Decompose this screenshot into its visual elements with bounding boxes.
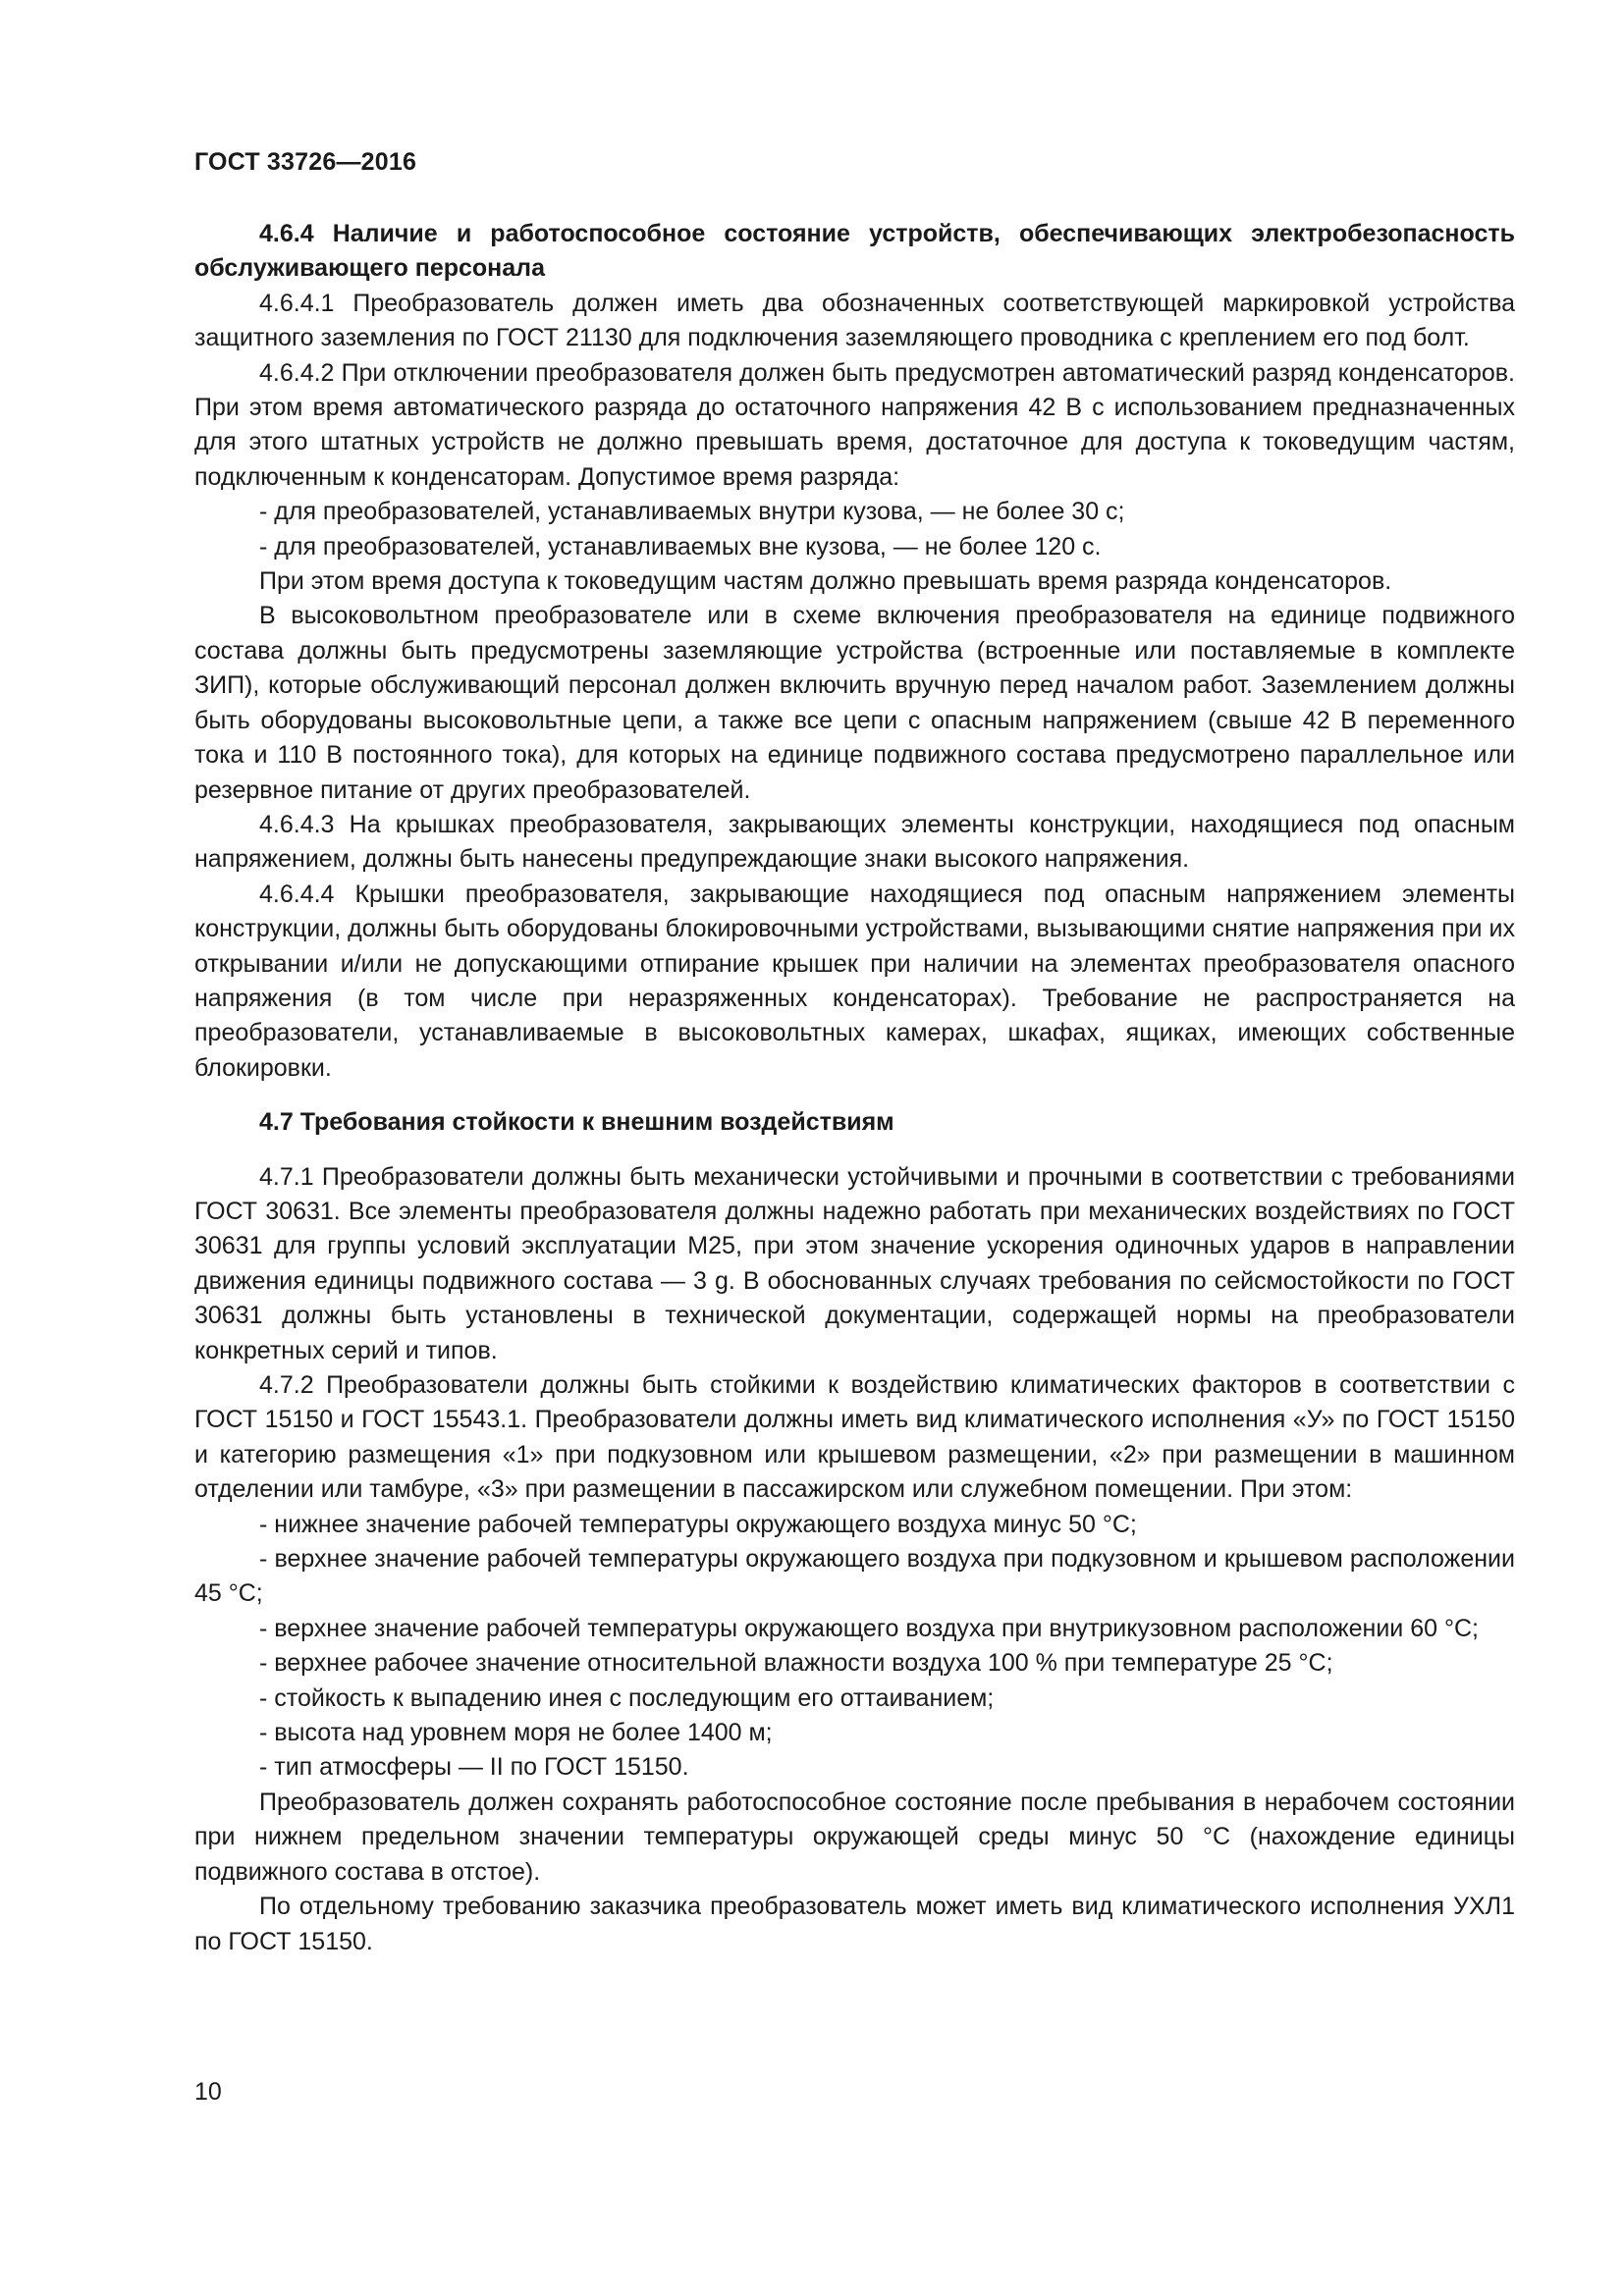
list-item: - верхнее значение рабочей температуры окружающего воздуха при внутрикузовном расположении 60 °С; xyxy=(259,1614,1479,1642)
paragraph-4-6-4-2: 4.6.4.2 При отключении преобразователя должен быть предусмотрен автоматический разряд конденсаторов. При этом время автоматического разряда до остаточного напряжения 42 В с использованием предназначенных для этого штатных устройств не должно превышать время, достаточное для доступа к токоведущим частям, подключенным к конденсаторам. Допустимое время разряда: xyxy=(194,358,1515,491)
paragraph-4-6-4-3: 4.6.4.3 На крышках преобразователя, закрывающих элементы конструкции, находящиеся под опасным напряжением, должны быть нанесены предупреждающие знаки высокого напряжения. xyxy=(194,810,1515,874)
list-item: - высота над уровнем моря не более 1400 м; xyxy=(259,1719,773,1747)
list-item: - нижнее значение рабочей температуры окружающего воздуха минус 50 °С; xyxy=(259,1510,1137,1538)
paragraph-4-6-4-1: 4.6.4.1 Преобразователь должен иметь два обозначенных соответствующей маркировкой устройства защитного заземления по ГОСТ 21130 для подключения заземляющего проводника с креплением его под болт. xyxy=(194,289,1515,352)
list-item: - тип атмосферы — II по ГОСТ 15150. xyxy=(259,1753,689,1782)
section-heading-4-7: 4.7 Требования стойкости к внешним воздействиям xyxy=(259,1108,894,1137)
list-item: - для преобразователей, устанавливаемых внутри кузова, — не более 30 с; xyxy=(259,498,1125,526)
list-item: - верхнее значение рабочей температуры окружающего воздуха при подкузовном и крышевом расположении 45 °С; xyxy=(194,1545,1515,1608)
paragraph-high-voltage: В высоковольтном преобразователе или в схеме включения преобразователя на единице подвижного состава должны быть предусмотрены заземляющие устройства (встроенные или поставляемые в комплекте ЗИП), которые обслуживающий персонал должен включить вручную перед началом работ. Заземлением должны быть оборудованы высоковольтные цепи, а также все цепи с опасным напряжением (свыше 42 В переменного тока и 110 В постоянного тока), для которых на единице подвижного состава предусмотрено параллельное или резервное питание от других преобразователей. xyxy=(194,602,1515,804)
document-body xyxy=(194,217,1515,1959)
list-item: - для преобразователей, устанавливаемых вне кузова, — не более 120 с. xyxy=(259,532,1102,561)
paragraph-4-6-4-4: 4.6.4.4 Крышки преобразователя, закрывающие находящиеся под опасным напряжением элементы конструкции, должны быть оборудованы блокировочными устройствами, вызывающими снятие напряжения при их открывании и/или не допускающими отпирание крышек при наличии на элементах преобразователя опасного напряжения (в том числе при неразряженных конденсаторах). Требование не распространяется на преобразователи, устанавливаемые в высоковольтных камерах, шкафах, ящиках, имеющих собственные блокировки. xyxy=(194,880,1515,1082)
document-code-header: ГОСТ 33726—2016 xyxy=(194,148,417,176)
document-page xyxy=(194,0,1515,2296)
paragraph-4-7-2: 4.7.2 Преобразователи должны быть стойкими к воздействию климатических факторов в соответствии с ГОСТ 15150 и ГОСТ 15543.1. Преобразователи должны иметь вид климатического исполнения «У» по ГОСТ 15150 и категорию размещения «1» при подкузовном или крышевом размещении, «2» при размещении в машинном отделении или тамбуре, «3» при размещении в пассажирском или служебном помещении. При этом: xyxy=(194,1371,1515,1504)
paragraph-4-7-1: 4.7.1 Преобразователи должны быть механически устойчивыми и прочными в соответствии с требованиями ГОСТ 30631. Все элементы преобразователя должны надежно работать при механических воздействиях по ГОСТ 30631 для группы условий эксплуатации М25, при этом значение ускорения одиночных ударов в направлении движения единицы подвижного состава — 3 g. В обоснованных случаях требования по сейсмостойкости по ГОСТ 30631 должны быть установлены в технической документации, содержащей нормы на преобразователи конкретных серий и типов. xyxy=(194,1162,1515,1364)
list-item: - верхнее рабочее значение относительной влажности воздуха 100 % при температуре 25 °С; xyxy=(259,1649,1333,1678)
page-number: 10 xyxy=(194,2078,222,2106)
section-heading-4-6-4: 4.6.4 Наличие и работоспособное состояние устройств, обеспечивающих электробезопасность обслуживающего персонала xyxy=(194,220,1515,283)
paragraph-access-time: При этом время доступа к токоведущим частям должно превышать время разряда конденсаторов. xyxy=(259,567,1392,596)
paragraph-customer: По отдельному требованию заказчика преобразователь может иметь вид климатического исполнения УХЛ1 по ГОСТ 15150. xyxy=(194,1893,1515,1955)
list-item: - стойкость к выпадению инея с последующим его оттаиванием; xyxy=(259,1683,995,1712)
paragraph-operability: Преобразователь должен сохранять работоспособное состояние после пребывания в нерабочем состоянии при нижнем предельном значении температуры окружающей среды минус 50 °С (нахождение единицы подвижного состава в отстое). xyxy=(194,1788,1515,1886)
